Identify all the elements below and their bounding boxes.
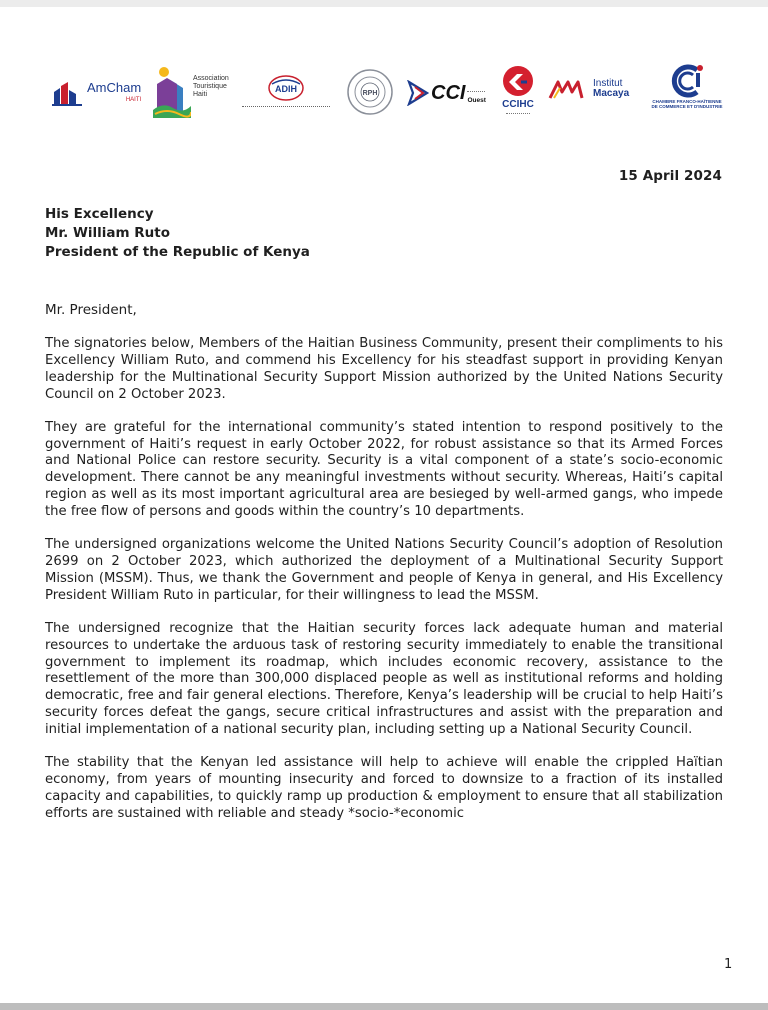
top-border: [0, 0, 768, 7]
rph-logo: [346, 68, 394, 116]
ccihc-emblem-icon: [501, 64, 535, 98]
cci-chevron-icon: [407, 80, 429, 106]
body-paragraph: The undersigned recognize that the Haitian security forces lack adequate human and material resources to undertake the arduous task of restoring security immediately to enable the transitional government to implement its roadmap, which includes economic recovery, assistance to the resettlement of the more than 300,000 displaced people as well as institutional reforms and holding democratic, free and fair general elections. Therefore, Kenya’s leadership will be crucial to help Haiti’s security forces defeat the gangs, secure critical infrastructures and assist with the preparation and initial implementation of a national security plan, including setting up a National Security Council.: [45, 620, 723, 738]
body-paragraph: The signatories below, Members of the Haitian Business Community, present their compliments to his Excellency William Ruto, and commend his Excellency for his steadfast support in providing Kenyan leadership for the Multinational Security Support Mission authorized by the United Nations Security Council on 2 October 2023.: [45, 336, 723, 402]
body-paragraph: They are grateful for the international community’s stated intention to respond positively to the government of Haiti’s request in early October 2022, for robust assistance so that its Armed Forces and National Police can restore security. Security is a vital component of a state’s socio-economic development. There cannot be any meaningful investments without security. Whereas, Haiti’s capital region as well as its most important agricultural area are besieged by well-armed gangs, who impede the free flow of persons and goods within the country’s 10 departments.: [45, 419, 723, 520]
macaya-line1: Institut: [593, 78, 623, 89]
adih-emblem-icon: [266, 74, 306, 102]
letter-date: 15 April 2024: [618, 168, 722, 184]
amcham-country: HAITI: [125, 97, 142, 103]
body-paragraph: The stability that the Kenyan led assistance will help to achieve will enable the crippled Haïtian economy, from years of mounting insecurity and forced to downsize to a fraction of its installed capacity and capabilities, to quickly ramp up production & employment to ensure that all stabilization efforts are sustained with reliable and steady *socio-*economic: [45, 755, 723, 821]
addressee-title: His Excellency: [45, 206, 154, 222]
macaya-line2: Macaya: [593, 88, 630, 99]
svg-text:RPH: RPH: [362, 90, 378, 97]
macaya-mark-icon: [548, 78, 590, 100]
addressee-position: President of the Republic of Kenya: [45, 244, 310, 260]
cci-name: CCI: [431, 81, 466, 104]
ccifh-line1: CHAMBRE FRANCO-HAÏTIENNE: [652, 99, 722, 104]
ccihc-logo: [498, 64, 538, 116]
svg-text:ADIH: ADIH: [275, 84, 297, 94]
amcham-logo: [52, 82, 141, 106]
association-emblem-icon: [153, 64, 191, 118]
addressee-name: Mr. William Ruto: [45, 225, 171, 241]
ccihc-name: CCIHC: [502, 99, 534, 110]
page-number: 1: [724, 957, 733, 972]
ccifh-emblem-icon: [667, 64, 707, 98]
adih-logo: [240, 74, 332, 109]
ccifh-logo: [644, 64, 730, 109]
cci-ouest-logo: [407, 80, 486, 106]
institut-macaya-logo: [548, 78, 629, 100]
association-line1: Association: [193, 75, 229, 82]
association-line2: Touristique: [193, 83, 227, 90]
salutation: Mr. President,: [45, 302, 137, 318]
letter-body: [45, 336, 723, 839]
body-paragraph: The undersigned organizations welcome the United Nations Security Council’s adoption of Resolution 2699 on 2 October 2023, which authorized the deployment of a Multinational Security Support Mission (MSSM). Thus, we thank the Government and people of Kenya in general, and His Excellency President William Ruto in particular, for their willingness to lead the MSSM.: [45, 537, 723, 603]
bottom-border: [0, 1003, 768, 1010]
rph-seal-icon: [346, 68, 394, 116]
ccifh-line2: DE COMMERCE ET D'INDUSTRIE: [651, 104, 723, 109]
addressee-block: [45, 205, 310, 262]
association-touristique-logo: [153, 64, 229, 118]
cci-sub: Ouest: [467, 97, 486, 104]
amcham-building-icon: [52, 82, 84, 106]
logo-strip: [0, 60, 768, 120]
association-line3: Haiti: [193, 91, 208, 98]
amcham-name: AmCham: [87, 80, 142, 95]
